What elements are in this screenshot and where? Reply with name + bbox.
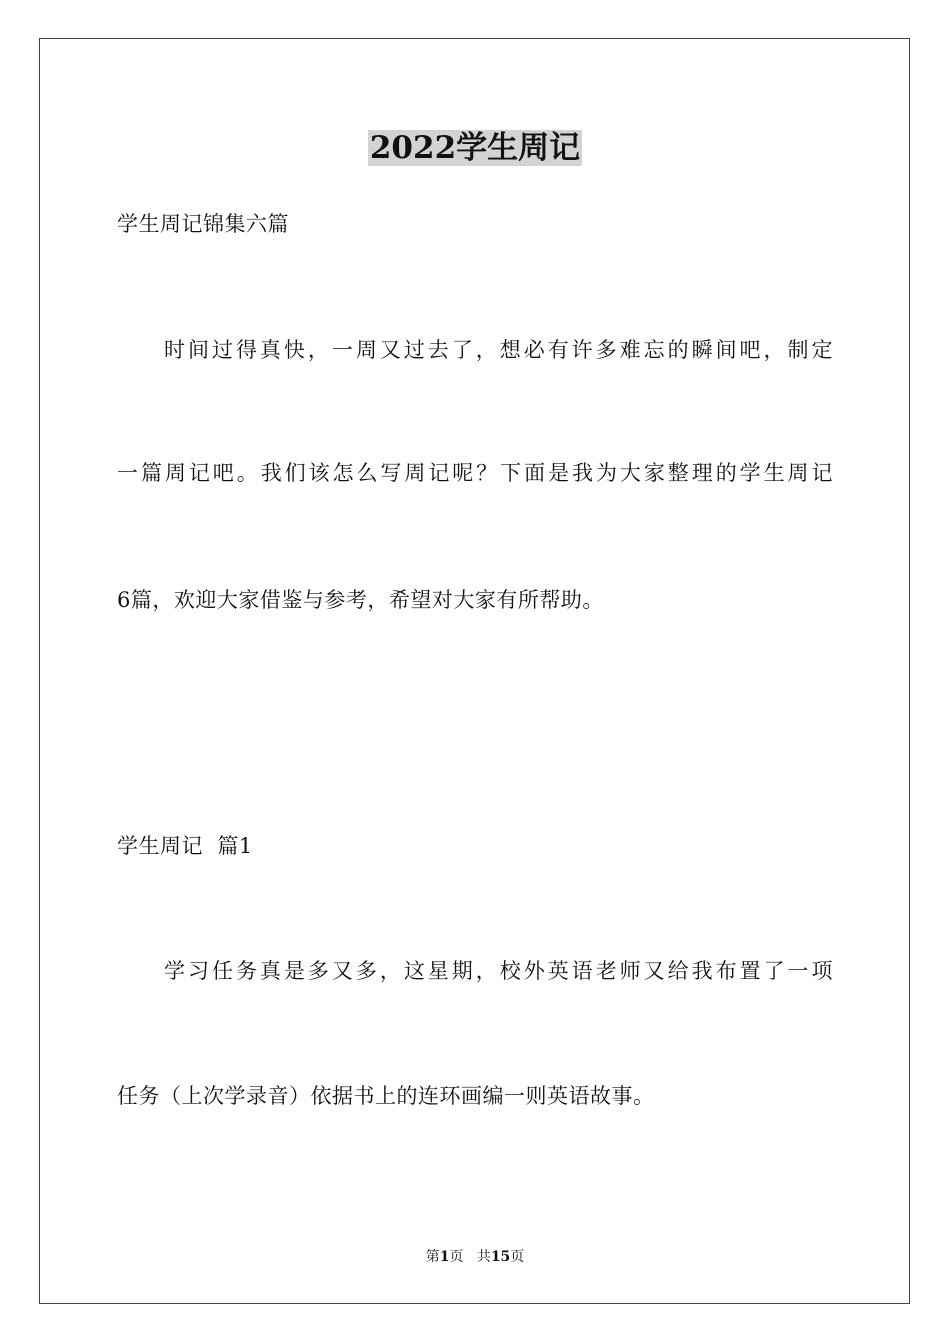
page-footer xyxy=(0,1248,950,1266)
section-line-1: 学习任务真是多又多，这星期，校外英语老师又给我布置了一项 xyxy=(164,959,833,983)
footer-page-suffix: 页 xyxy=(449,1249,464,1265)
title-text: 2022学生周记 xyxy=(369,130,581,166)
intro-line-2: 一篇周记吧。我们该怎么写周记呢？下面是我为大家整理的学生周记 xyxy=(117,461,833,485)
intro-line-3: 6篇，欢迎大家借鉴与参考，希望对大家有所帮助。 xyxy=(117,588,604,612)
footer-total-pages: 15 xyxy=(490,1249,511,1265)
footer-page-prefix: 第 xyxy=(425,1249,440,1265)
footer-page-number: 1 xyxy=(439,1249,450,1265)
section-heading: 学生周记 篇1 xyxy=(117,834,253,858)
footer-total-suffix: 页 xyxy=(510,1249,525,1265)
intro-line-1: 时间过得真快，一周又过去了，想必有许多难忘的瞬间吧，制定 xyxy=(164,338,833,362)
footer-total-prefix: 共 xyxy=(476,1249,491,1265)
document-title xyxy=(0,128,950,168)
section-line-2: 任务（上次学录音）依据书上的连环画编一则英语故事。 xyxy=(117,1084,655,1108)
document-subtitle: 学生周记锦集六篇 xyxy=(117,212,289,236)
